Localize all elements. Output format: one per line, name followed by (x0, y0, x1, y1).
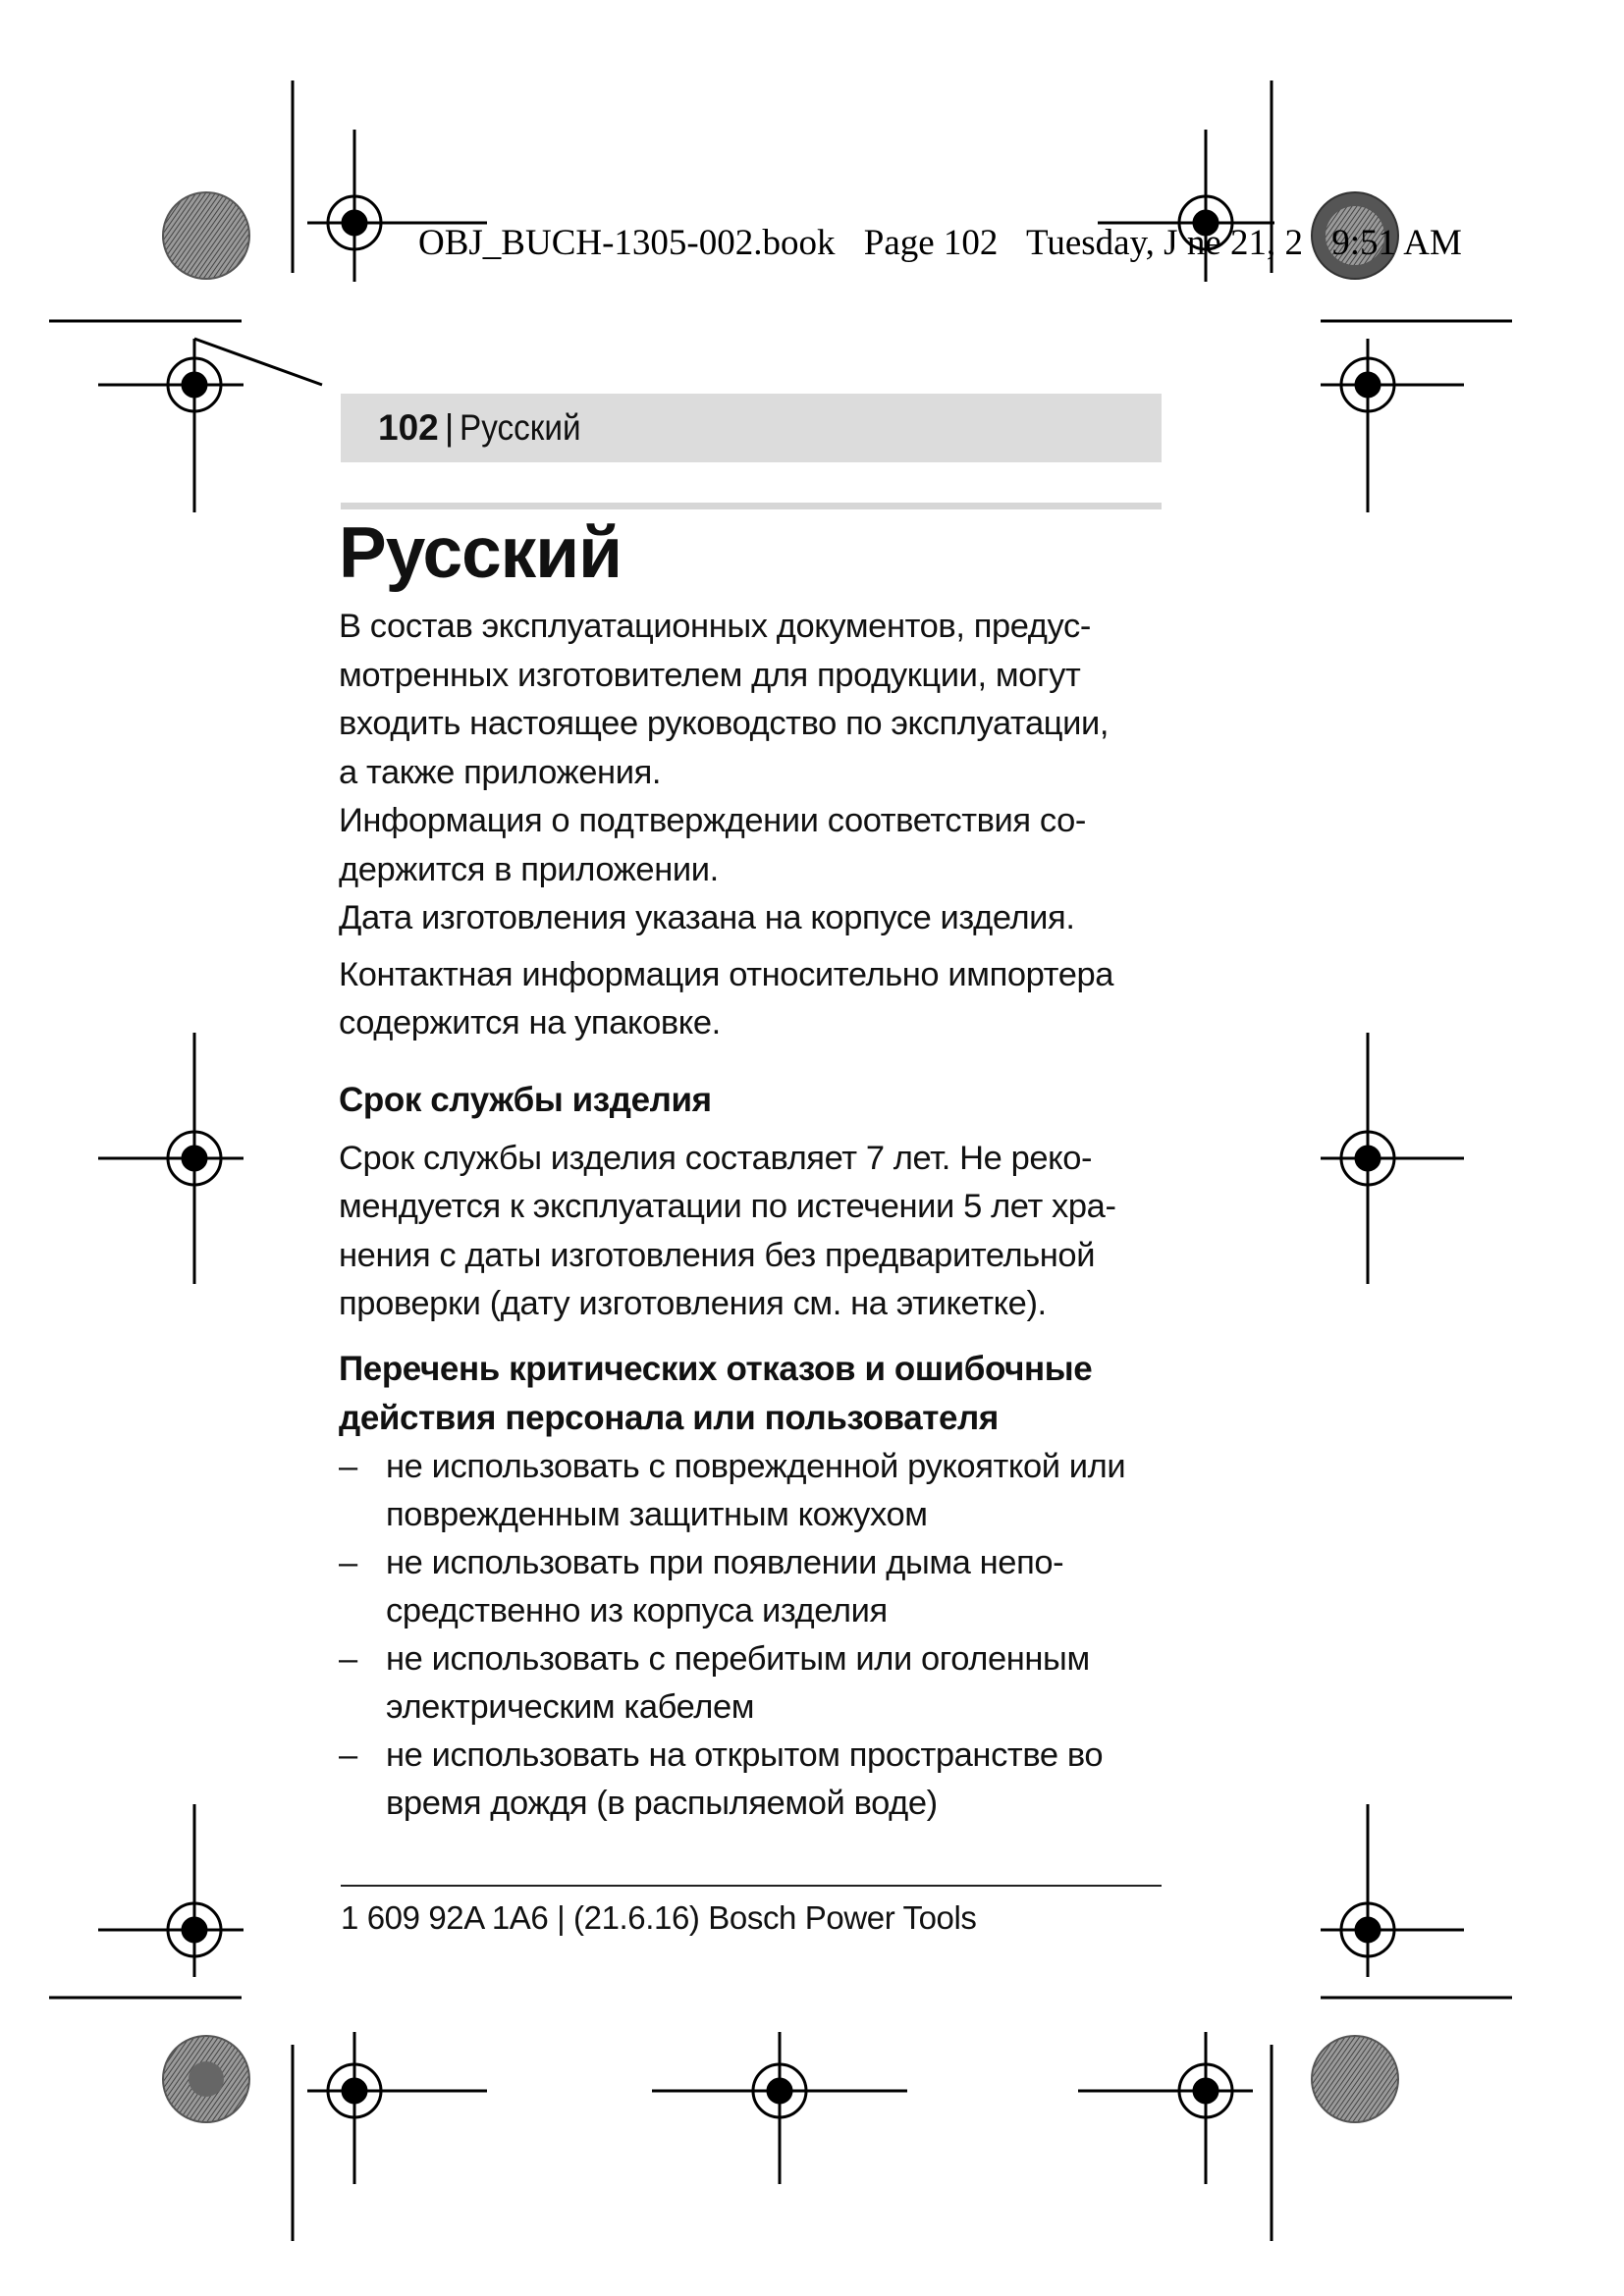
service-life-heading: Срок службы изделия (339, 1080, 712, 1119)
list-dash: – (339, 1735, 357, 1774)
header-section: Русский (460, 407, 581, 448)
failures-list (339, 1443, 1183, 1828)
page-content (339, 510, 1183, 1828)
print-slug (418, 222, 1528, 264)
slug-date: Tuesday, J ne 21, 2 (1026, 223, 1303, 263)
list-item-text: не использовать с поврежденной рукояткой или поврежденным защитным кожухом (386, 1447, 1126, 1533)
list-item (339, 1635, 1183, 1732)
slug-file: OBJ_BUCH-1305-002.book (418, 223, 836, 263)
header-separator: | (444, 407, 455, 448)
list-item (339, 1539, 1183, 1635)
list-item-text: не использовать с перебитым или оголенным электрическим кабелем (386, 1639, 1090, 1726)
list-item (339, 1443, 1183, 1539)
failures-heading: Перечень критических отказов и ошибочные действия персонала или пользователя (339, 1349, 1093, 1437)
list-dash: – (339, 1639, 357, 1678)
list-item-text: не использовать при появлении дыма непо- средственно из корпуса изделия (386, 1543, 1064, 1629)
intro-paragraph-2: Информация о подтверждении соответствия со- держится в приложении. (339, 802, 1087, 888)
service-life-text: Срок службы изделия составляет 7 лет. Не реко- мендуется к эксплуатации по истечении 5 лет хра- нения с даты изготовления без предварительной проверки (дату изготовления см. на этикетке). (339, 1139, 1116, 1322)
page-title: Русский (339, 513, 622, 593)
intro-paragraph-1: В состав эксплуатационных документов, предус- мотренных изготовителем для продукции, могут входить настоящее руководство по эксплуатации, а также приложения. (339, 608, 1110, 791)
list-dash: – (339, 1543, 357, 1581)
slug-time: 9:51 AM (1331, 223, 1462, 263)
header-rule (341, 503, 1162, 509)
intro-paragraph-3: Дата изготовления указана на корпусе изделия. (339, 899, 1075, 936)
page-number: 102 (378, 407, 439, 448)
slug-page: Page 102 (863, 223, 999, 263)
list-dash: – (339, 1447, 357, 1485)
list-item (339, 1732, 1183, 1828)
intro-paragraph-4: Контактная информация относительно импортера содержится на упаковке. (339, 955, 1114, 1041)
page-footer: 1 609 92A 1A6 | (21.6.16) Bosch Power Tools (341, 1899, 977, 1936)
page-header (341, 394, 1162, 462)
list-item-text: не использовать на открытом пространстве во время дождя (в распыляемой воде) (386, 1735, 1104, 1822)
footer-rule (341, 1885, 1162, 1887)
